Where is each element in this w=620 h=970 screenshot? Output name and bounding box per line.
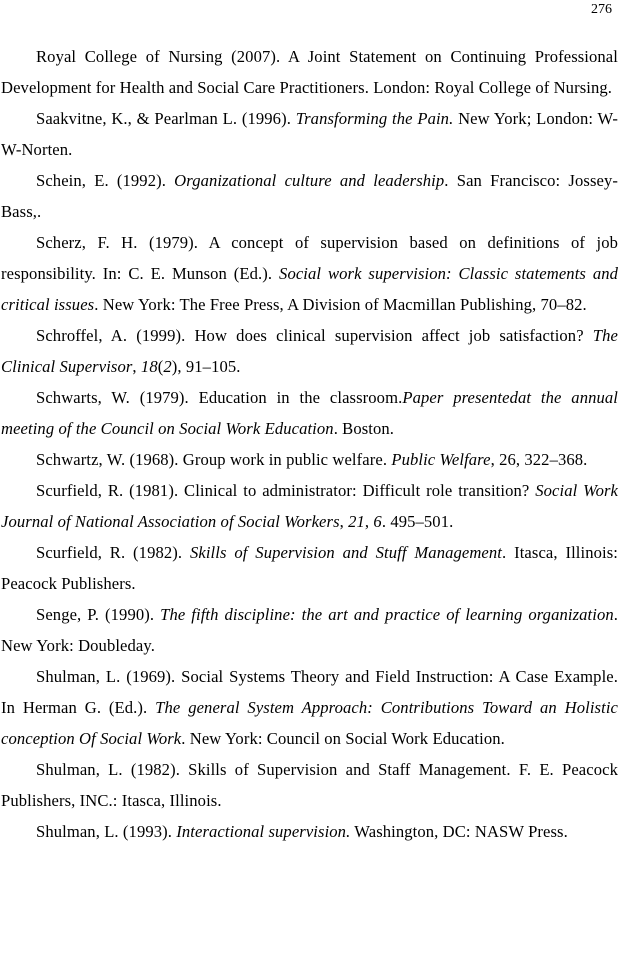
reference-italic-text: Interactional supervision. <box>176 822 351 841</box>
reference-italic-text: The Clinical Supervisor <box>1 326 618 376</box>
reference-text: Senge, P. (1990). <box>36 605 161 624</box>
reference-entry <box>1 661 618 754</box>
reference-italic-text: Organizational culture and leadership <box>174 171 445 190</box>
reference-text: Shulman, L. (1969). Social Systems Theory and Field Instruction: A Case Example. In Herman G. (Ed.). <box>1 667 618 717</box>
reference-entry <box>1 320 618 382</box>
reference-text: . New York: Council on Social Work Education. <box>181 729 505 748</box>
reference-text: Scurfield, R. (1982). <box>36 543 190 562</box>
reference-text: , <box>364 512 374 531</box>
reference-italic-text: Social work supervision: Classic statements and critical issues <box>1 264 619 314</box>
reference-italic-text: Public Welfare <box>391 450 491 469</box>
reference-text: , <box>339 512 349 531</box>
reference-italic-text: 21 <box>348 512 365 531</box>
reference-text: . New York: The Free Press, A Division of Macmillan Publishing, 70–82. <box>94 295 587 314</box>
reference-text: . New York: Doubleday. <box>1 605 619 655</box>
reference-entry <box>1 475 618 537</box>
reference-text: . Itasca, Illinois: Peacock Publishers. <box>1 543 618 593</box>
reference-italic-text: Transforming the Pain. <box>295 109 454 128</box>
reference-entry <box>1 537 618 599</box>
reference-text: . Boston. <box>333 419 395 438</box>
reference-text: Schwartz, W. (1968). Group work in public welfare. <box>36 450 392 469</box>
reference-text: Scurfield, R. (1981). Clinical to administrator: Difficult role transition? <box>36 481 536 500</box>
reference-text: ), 91–105. <box>171 357 241 376</box>
reference-italic-text: The fifth discipline: the art and practice of learning organization <box>160 605 614 624</box>
reference-text: Royal College of Nursing (2007). A Joint Statement on Continuing Professional Development for Health and Social Care Practitioners. London: Royal College of Nursing. <box>1 47 618 97</box>
reference-entry <box>1 444 618 475</box>
reference-italic-text: 18 <box>140 357 158 376</box>
reference-italic-text: The general System Approach: Contributions Toward an Holistic conception Of Social Work <box>1 698 619 748</box>
reference-text: . 495–501. <box>381 512 454 531</box>
reference-list <box>1 41 618 847</box>
reference-text: New York; London: W-W-Norten. <box>1 109 619 159</box>
reference-entry <box>1 41 618 103</box>
reference-italic-text: Social Work Journal of National Association of Social Workers <box>1 481 618 531</box>
reference-text: Schwarts, W. (1979). Education in the classroom. <box>36 388 403 407</box>
reference-text: Saakvitne, K., & Pearlman L. (1996). <box>36 109 296 128</box>
reference-text: . San Francisco: Jossey-Bass,. <box>1 171 618 221</box>
reference-italic-text: Skills of Supervision and Stuff Management <box>189 543 503 562</box>
reference-text: Scherz, F. H. (1979). A concept of supervision based on definitions of job responsibility. In: C. E. Munson (Ed.). <box>1 233 618 283</box>
reference-text: Schroffel, A. (1999). How does clinical supervision affect job satisfaction? <box>36 326 593 345</box>
reference-entry <box>1 103 618 165</box>
page-number: 276 <box>591 2 612 17</box>
reference-entry <box>1 227 618 320</box>
reference-entry <box>1 599 618 661</box>
reference-text: , <box>132 357 141 376</box>
reference-text: Shulman, L. (1982). Skills of Supervision and Staff Management. F. E. Peacock Publishers, INC.: Itasca, Illinois. <box>1 760 618 810</box>
reference-entry <box>1 165 618 227</box>
reference-text: Schein, E. (1992). <box>36 171 175 190</box>
reference-entry <box>1 382 618 444</box>
reference-entry <box>1 816 618 847</box>
reference-entry <box>1 754 618 816</box>
reference-text: Washington, DC: NASW Press. <box>350 822 568 841</box>
reference-text: , 26, 322–368. <box>490 450 588 469</box>
reference-text: ( <box>157 357 164 376</box>
reference-italic-text: 2 <box>163 357 172 376</box>
reference-text: Shulman, L. (1993). <box>36 822 177 841</box>
reference-italic-text: 6 <box>373 512 382 531</box>
reference-italic-text: Paper presentedat the annual meeting of the Council on Social Work Education <box>1 388 618 438</box>
